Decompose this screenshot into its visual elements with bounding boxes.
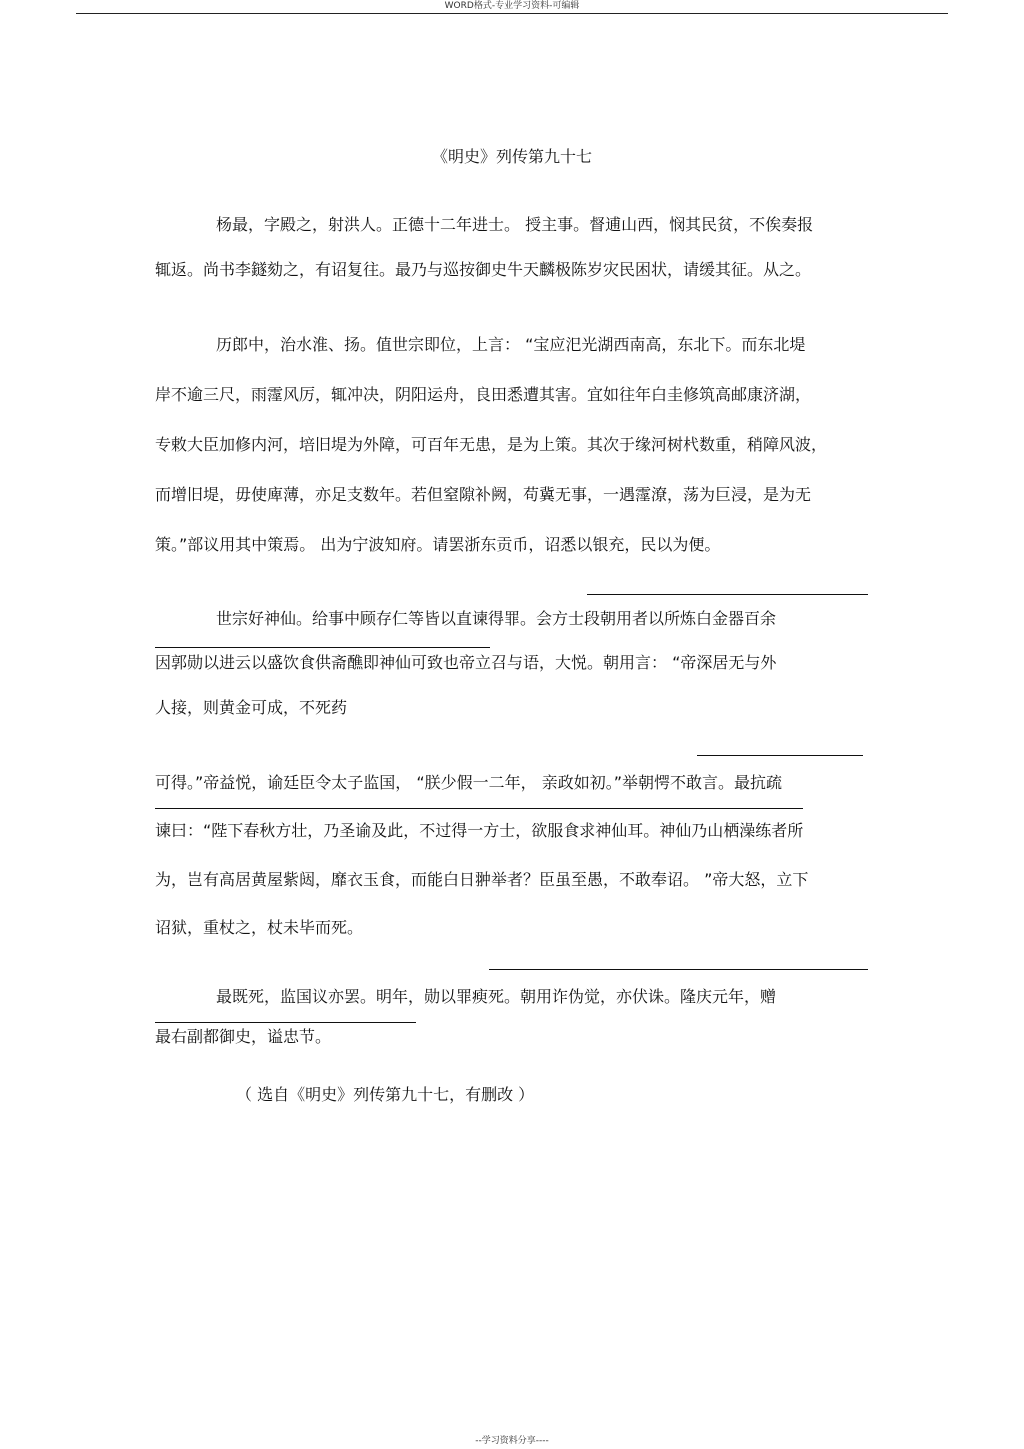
text-line: 辄返。尚书李鐩劾之，有诏复往。最乃与巡按御史牛天麟极陈岁灾民困状，请缓其征。从之。 <box>155 260 812 279</box>
text-line: 为，岂有高居黄屋紫闼，靡衣玉食，而能白日翀举者？臣虽至愚，不敢奉诏。 ”帝大怒，立下 <box>155 870 809 889</box>
page-header-text: WORD格式-专业学习资料-可编辑 <box>444 1 580 11</box>
document-title: 《明史》列传第九十七 <box>431 147 592 166</box>
text-line: 人接，则黄金可成，不死药 <box>155 698 348 717</box>
text-line: 因郭勋以进云以盛饮食供斋醮即神仙可致也帝立召与语，大悦。朝用言： “帝深居无与外 <box>155 653 777 672</box>
page-footer-text: --学习资料分享---- <box>475 1436 549 1446</box>
source-note: （ 选自《明史》列传第九十七，有删改 ） <box>236 1085 535 1104</box>
text-line: 历郎中，治水淮、扬。值世宗即位，上言： “宝应汜光湖西南高，东北下。而东北堤 <box>216 335 806 354</box>
underline-rule <box>697 755 863 756</box>
text-line: 可得。”帝益悦，谕廷臣令太子监国， “朕少假一二年， 亲政如初。”举朝愕不敢言。最抗疏 <box>155 773 783 792</box>
text-line: 诏狱，重杖之，杖未毕而死。 <box>155 918 364 937</box>
text-line: 岸不逾三尺，雨霪风厉，辄冲决，阴阳运舟，良田悉遭其害。宜如往年白圭修筑高邮康济湖， <box>155 385 812 404</box>
text-line: 最既死，监国议亦罢。明年，勋以罪瘐死。朝用诈伪觉，亦伏诛。隆庆元年，赠 <box>216 987 777 1006</box>
underline-rule <box>587 594 868 595</box>
text-line: 谏曰：“陛下春秋方壮，乃圣谕及此，不过得一方士，欲服食求神仙耳。神仙乃山栖澡练者所 <box>155 821 804 840</box>
text-line: 世宗好神仙。给事中顾存仁等皆以直谏得罪。会方士段朝用者以所炼白金器百余 <box>216 609 777 628</box>
underline-rule <box>489 969 868 970</box>
text-line: 最右副都御史，谥忠节。 <box>155 1027 332 1046</box>
text-line: 杨最，字殿之，射洪人。正德十二年进士。 授主事。督逋山西，悯其民贫，不俟奏报 <box>216 215 814 234</box>
underline-rule <box>155 1022 416 1023</box>
header-rule <box>76 13 948 14</box>
text-line: 专敕大臣加修内河，培旧堤为外障，可百年无患，是为上策。其次于缘河树杙数重，稍障风波， <box>155 435 828 454</box>
underline-rule <box>155 808 803 809</box>
text-line: 策。”部议用其中策焉。 出为宁波知府。请罢浙东贡币，诏悉以银充，民以为便。 <box>155 535 721 554</box>
text-line: 而增旧堤，毋使庳薄，亦足支数年。若但窒隙补阙，苟冀无事，一遇霪潦，荡为巨浸，是为无 <box>155 485 812 504</box>
underline-rule <box>155 647 490 648</box>
